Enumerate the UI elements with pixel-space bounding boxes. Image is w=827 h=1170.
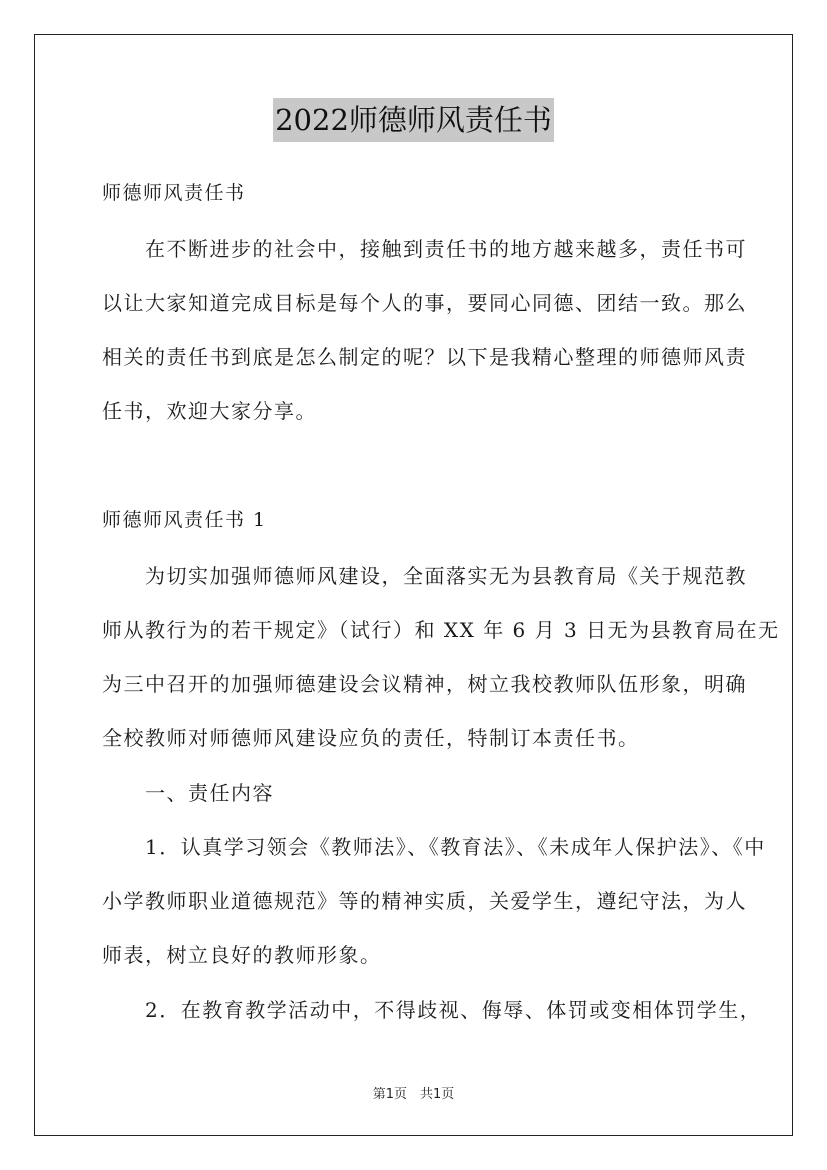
intro-line-2: 以让大家知道完成目标是每个人的事，要同心同德、团结一致。那么: [102, 291, 747, 315]
intro-line-4: 任书，欢迎大家分享。: [102, 399, 317, 423]
body-line-9: 2．在教育教学活动中，不得歧视、侮辱、体罚或变相体罚学生，: [102, 998, 762, 1022]
body-line-8: 师表，树立良好的教师形象。: [102, 943, 382, 967]
body-line-6: 1．认真学习领会《教师法》、《教育法》、《未成年人保护法》、《中: [102, 835, 766, 859]
body-line-4: 全校教师对师德师风建设应负的责任，特制订本责任书。: [102, 726, 640, 750]
subheading-1: 师德师风责任书 1: [102, 509, 267, 531]
section-heading: 师德师风责任书: [102, 182, 246, 204]
body-line-1: 为切实加强师德师风建设，全面落实无为县教育局《关于规范教: [102, 564, 747, 588]
intro-line-1: 在不断进步的社会中，接触到责任书的地方越来越多，责任书可: [102, 237, 747, 261]
document-title: 2022师德师风责任书: [273, 98, 554, 142]
body-line-7: 小学教师职业道德规范》等的精神实质，关爱学生，遵纪守法，为人: [102, 889, 747, 913]
title-container: [0, 98, 827, 142]
body-line-2: 师从教行为的若干规定》（试行）和 XX 年 6 月 3 日无为县教育局在无: [102, 618, 780, 642]
page-footer: 第1页 共1页: [372, 1087, 455, 1102]
intro-line-3: 相关的责任书到底是怎么制定的呢？以下是我精心整理的师德师风责: [102, 345, 747, 369]
body-line-3: 为三中召开的加强师德建设会议精神，树立我校教师队伍形象，明确: [102, 672, 747, 696]
clause-heading: 一、责任内容: [102, 781, 274, 805]
